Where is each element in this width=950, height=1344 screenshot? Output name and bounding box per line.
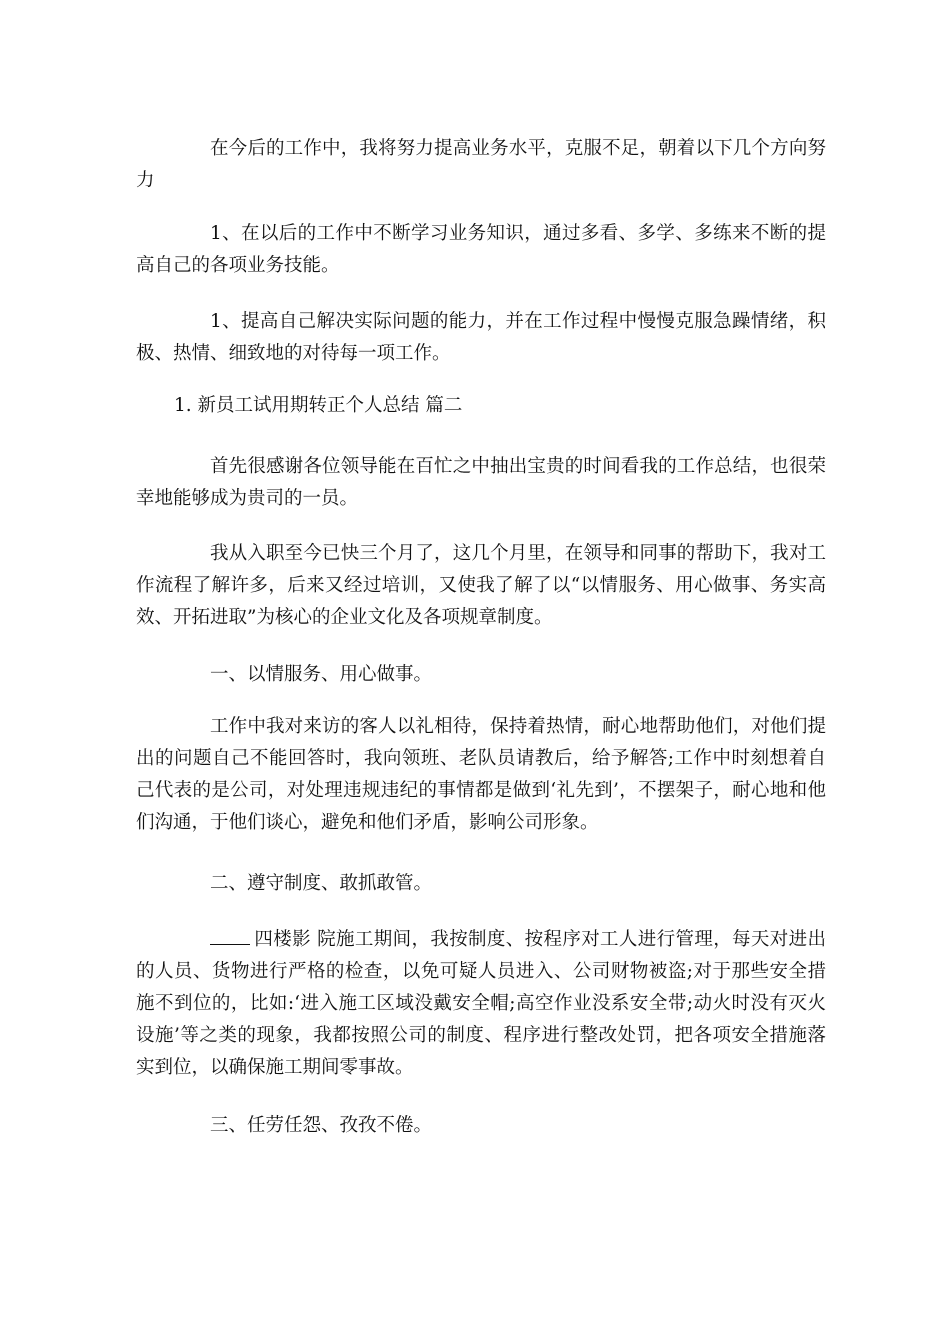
paragraph-thanks: 首先很感谢各位领导能在百忙之中抽出宝贵的时间看我的工作总结，也很荣幸地能够成为贵司的一员。 (136, 456, 826, 509)
paragraph-intro: 在今后的工作中，我将努力提高业务水平，克服不足，朝着以下几个方向努力 (136, 138, 826, 191)
blank-underline (210, 924, 250, 945)
paragraph-point-ability: 1、提高自己解决实际问题的能力，并在工作过程中慢慢克服急躁情绪，积极、热情、细致地的对待每一项工作。 (136, 311, 826, 364)
point-one-text: 工作中我对来访的客人以礼相待，保持着热情，耐心地帮助他们，对他们提出的问题自己不能回答时，我向领班、老队员请教后，给予解答;工作中时刻想着自己代表的是公司，对处理违规违纪的事情都是做到‘礼先到’，不摆架子，耐心地和他们沟通，于他们谈心，避免和他们矛盾，影响公司形象。 (136, 716, 826, 833)
paragraph-onboarding: 我从入职至今已快三个月了，这几个月里，在领导和同事的帮助下，我对工作流程了解许多，后来又经过培训，又使我了解了以“以情服务、用心做事、务实高效、开拓进取”为核心的企业文化及各项规章制度。 (136, 543, 826, 628)
section-heading: 1. 新员工试用期转正个人总结 篇二 (174, 395, 463, 416)
paragraph-point-study: 1、在以后的工作中不断学习业务知识，通过多看、多学、多练来不断的提高自己的各项业务技能。 (136, 223, 826, 276)
point-one-title: 一、以情服务、用心做事。 (210, 664, 433, 685)
point-two-text (136, 924, 826, 1084)
point-three-title: 三、任劳任怨、孜孜不倦。 (210, 1115, 433, 1136)
point-two-title: 二、遵守制度、敢抓敢管。 (210, 873, 433, 894)
point-two-text-content: 四楼影 院施工期间，我按制度、按程序对工人进行管理，每天对进出的人员、货物进行严格的检查，以免可疑人员进入、公司财物被盗;对于那些安全措施不到位的，比如:‘进入施工区域没戴安全帽;高空作业没系安全带;动火时没有灭火设施’等之类的现象，我都按照公司的制度、程序进行整改处罚，把各项安全措施落实到位，以确保施工期间零事故。 (136, 929, 826, 1078)
